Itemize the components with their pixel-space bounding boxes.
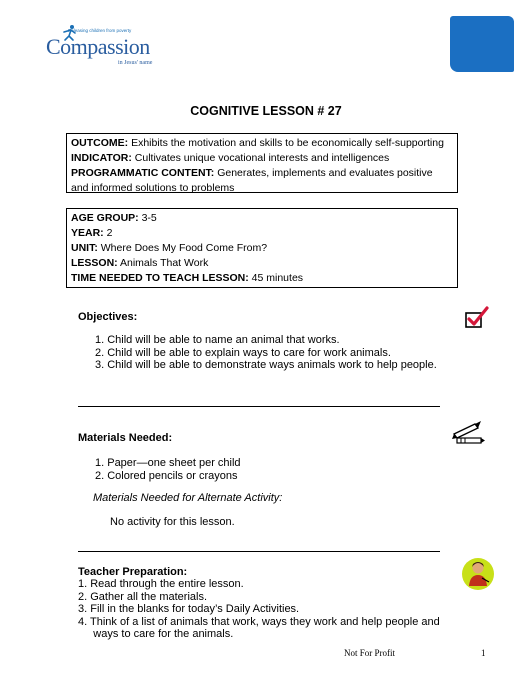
logo-brand: Compassion xyxy=(46,34,150,59)
row-label: YEAR: xyxy=(71,227,104,239)
divider xyxy=(78,406,440,407)
year-row xyxy=(71,226,453,241)
row-label: AGE GROUP: xyxy=(71,212,139,224)
lesson-row xyxy=(71,256,453,271)
list-item: 2. Gather all the materials. xyxy=(78,590,208,603)
row-label: INDICATOR: xyxy=(71,152,132,164)
teacher-icon xyxy=(461,556,495,592)
row-label: PROGRAMMATIC CONTENT: xyxy=(71,167,215,179)
programmatic-content-cont xyxy=(71,181,453,196)
lesson-info-box xyxy=(66,208,458,288)
list-item: 2. Child will be able to explain ways to care for work animals. xyxy=(95,346,391,359)
logo-tagline: Releasing children from poverty xyxy=(68,28,132,33)
list-item: 3. Fill in the blanks for today’s Daily Activities. xyxy=(78,603,300,615)
row-label: TIME NEEDED TO TEACH LESSON: xyxy=(71,272,249,284)
alternate-activity-text: No activity for this lesson. xyxy=(110,516,235,528)
divider xyxy=(78,551,440,552)
list-item: 1. Read through the entire lesson. xyxy=(78,578,244,590)
row-text: Where Does My Food Come From? xyxy=(97,242,268,254)
teacher-prep-list xyxy=(78,578,440,641)
programmatic-content-row xyxy=(71,166,453,181)
row-text: Generates, implements and evaluates positive xyxy=(214,167,433,179)
logo-subtitle: in Jesus' name xyxy=(118,60,153,66)
outcome-row xyxy=(71,136,453,151)
page-title: COGNITIVE LESSON # 27 xyxy=(190,104,342,118)
row-text: Animals That Work xyxy=(117,257,209,269)
list-item: 4. Think of a list of animals that work, ways they work and help people and xyxy=(78,615,440,628)
row-label: LESSON: xyxy=(71,257,118,269)
row-text: 3-5 xyxy=(138,212,157,224)
list-item: 2. Colored pencils or crayons xyxy=(95,469,238,482)
objectives-list xyxy=(95,334,437,372)
time-needed-row xyxy=(71,271,453,286)
page-number: 1 xyxy=(481,648,486,658)
row-text: and informed solutions to problems xyxy=(71,182,235,194)
teacher-prep-heading: Teacher Preparation: xyxy=(78,566,188,578)
outcome-box xyxy=(66,133,458,193)
row-text: Cultivates unique vocational interests and intelligences xyxy=(131,152,390,164)
compassion-logo xyxy=(46,22,166,68)
pencil-crayon-icon xyxy=(451,420,487,444)
row-label: UNIT: xyxy=(71,242,98,254)
row-text: 2 xyxy=(103,227,113,239)
alternate-activity-heading: Materials Needed for Alternate Activity: xyxy=(93,492,283,504)
materials-list xyxy=(95,457,241,482)
unit-row xyxy=(71,241,453,256)
list-item: ways to care for the animals. xyxy=(78,628,234,640)
materials-heading: Materials Needed: xyxy=(78,432,173,444)
row-text: 45 minutes xyxy=(248,272,304,284)
checkbox-icon xyxy=(464,306,490,330)
blue-square-graphic xyxy=(450,16,514,72)
list-item: 1. Paper—one sheet per child xyxy=(95,457,241,469)
age-group-row xyxy=(71,211,453,226)
row-text: Exhibits the motivation and skills to be economically self-supporting xyxy=(128,137,444,149)
objectives-heading: Objectives: xyxy=(78,311,138,323)
indicator-row xyxy=(71,151,453,166)
footer-not-for-profit: Not For Profit xyxy=(344,648,396,658)
list-item: 3. Child will be able to demonstrate ways animals work to help people. xyxy=(95,359,437,371)
list-item: 1. Child will be able to name an animal that works. xyxy=(95,334,340,346)
row-label: OUTCOME: xyxy=(71,137,129,149)
